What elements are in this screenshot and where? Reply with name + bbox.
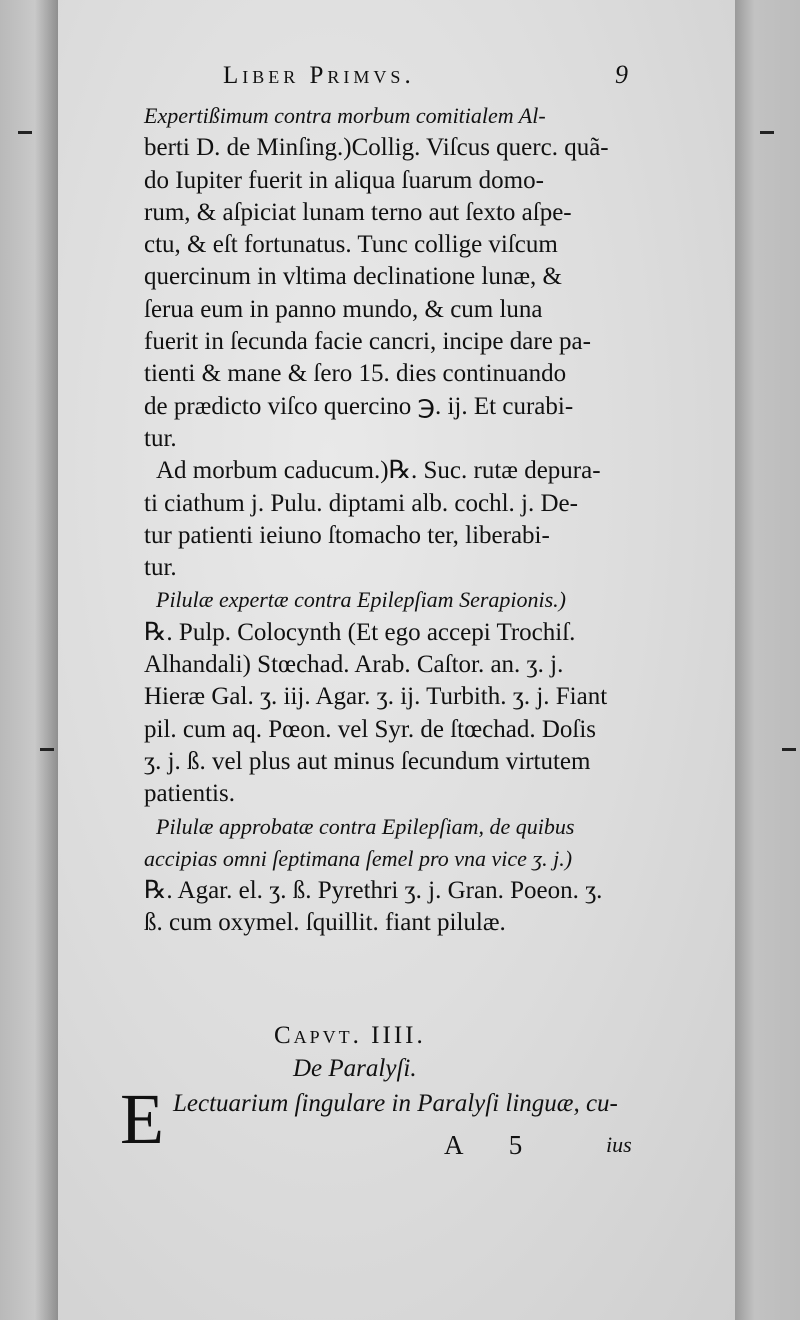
running-title: Liber Primvs. <box>223 62 415 89</box>
margin-mark <box>782 748 796 751</box>
text-line: ß. cum oxymel. ſquillit. fiant pilulæ. <box>144 909 506 937</box>
text-line: ti ciathum j. Pulu. diptami alb. cochl. j. De- <box>144 489 578 517</box>
page-header <box>223 62 628 94</box>
text-line: accipias omni ſeptimana ſemel pro vna vice ʒ. j.) <box>144 845 573 871</box>
text-line: Ad morbum caducum.)℞. Suc. rutæ depura- <box>156 457 601 485</box>
text-line: berti D. de Minſing.)Collig. Viſcus querc. quã- <box>144 134 609 162</box>
text-line: quercinum in vltima declinatione lunæ, & <box>144 263 562 291</box>
body-text <box>144 100 634 940</box>
text-line: de prædicto viſco quercino ℈. ij. Et curabi- <box>144 392 574 420</box>
text-line: Pilulæ expertæ contra Epilepſiam Serapionis.) <box>156 587 567 613</box>
text-line: patientis. <box>144 780 235 808</box>
margin-mark <box>40 748 54 751</box>
text-line: ſerua eum in panno mundo, & cum luna <box>144 295 543 323</box>
text-line: tur. <box>144 424 177 452</box>
text-line: Pilulæ approbatæ contra Epilepſiam, de quibus <box>156 813 575 839</box>
left-margin <box>0 0 58 1320</box>
text-line: fuerit in ſecunda facie cancri, incipe dare pa- <box>144 328 591 356</box>
chapter-heading: Capvt. IIII. <box>274 1022 426 1049</box>
text-line: ctu, & eſt fortunatus. Tunc collige viſcum <box>144 231 558 259</box>
right-margin <box>735 0 800 1320</box>
text-line: tienti & mane & ſero 15. dies continuando <box>144 360 567 388</box>
text-line: tur. <box>144 554 177 582</box>
text-line: Alhandali) Stœchad. Arab. Caſtor. an. ʒ. j. <box>144 651 564 679</box>
first-text-line: Lectuarium ſingulare in Paralyſi linguæ, cu- <box>173 1090 618 1117</box>
page-number: 9 <box>615 60 628 89</box>
margin-mark <box>760 131 774 134</box>
signature-mark: A 5 <box>444 1130 543 1160</box>
text-line: rum, & aſpiciat lunam terno aut ſexto aſpe- <box>144 198 572 226</box>
book-page <box>58 0 735 1320</box>
text-line: pil. cum aq. Pœon. vel Syr. de ſtœchad. Doſis <box>144 715 597 743</box>
text-line: Hieræ Gal. ʒ. iij. Agar. ʒ. ij. Turbith. ʒ. j. Fiant <box>144 683 608 711</box>
text-line: do Iupiter fuerit in aliqua ſuarum domo- <box>144 166 544 194</box>
text-line: Expertißimum contra morbum comitialem Al- <box>144 103 546 128</box>
text-line: ℞. Agar. el. ʒ. ß. Pyrethri ʒ. j. Gran. Poeon. ʒ. <box>144 877 603 905</box>
drop-cap-initial: E <box>120 1079 164 1159</box>
catchword: ius <box>606 1132 632 1157</box>
text-line: ʒ. j. ß. vel plus aut minus ſecundum virtutem <box>144 747 591 775</box>
chapter-subtitle: De Paralyſi. <box>293 1055 417 1082</box>
text-line: tur patienti ieiuno ſtomacho ter, liberabi- <box>144 521 550 549</box>
text-line: ℞. Pulp. Colocynth (Et ego accepi Trochiſ. <box>144 618 576 646</box>
margin-mark <box>18 131 32 134</box>
